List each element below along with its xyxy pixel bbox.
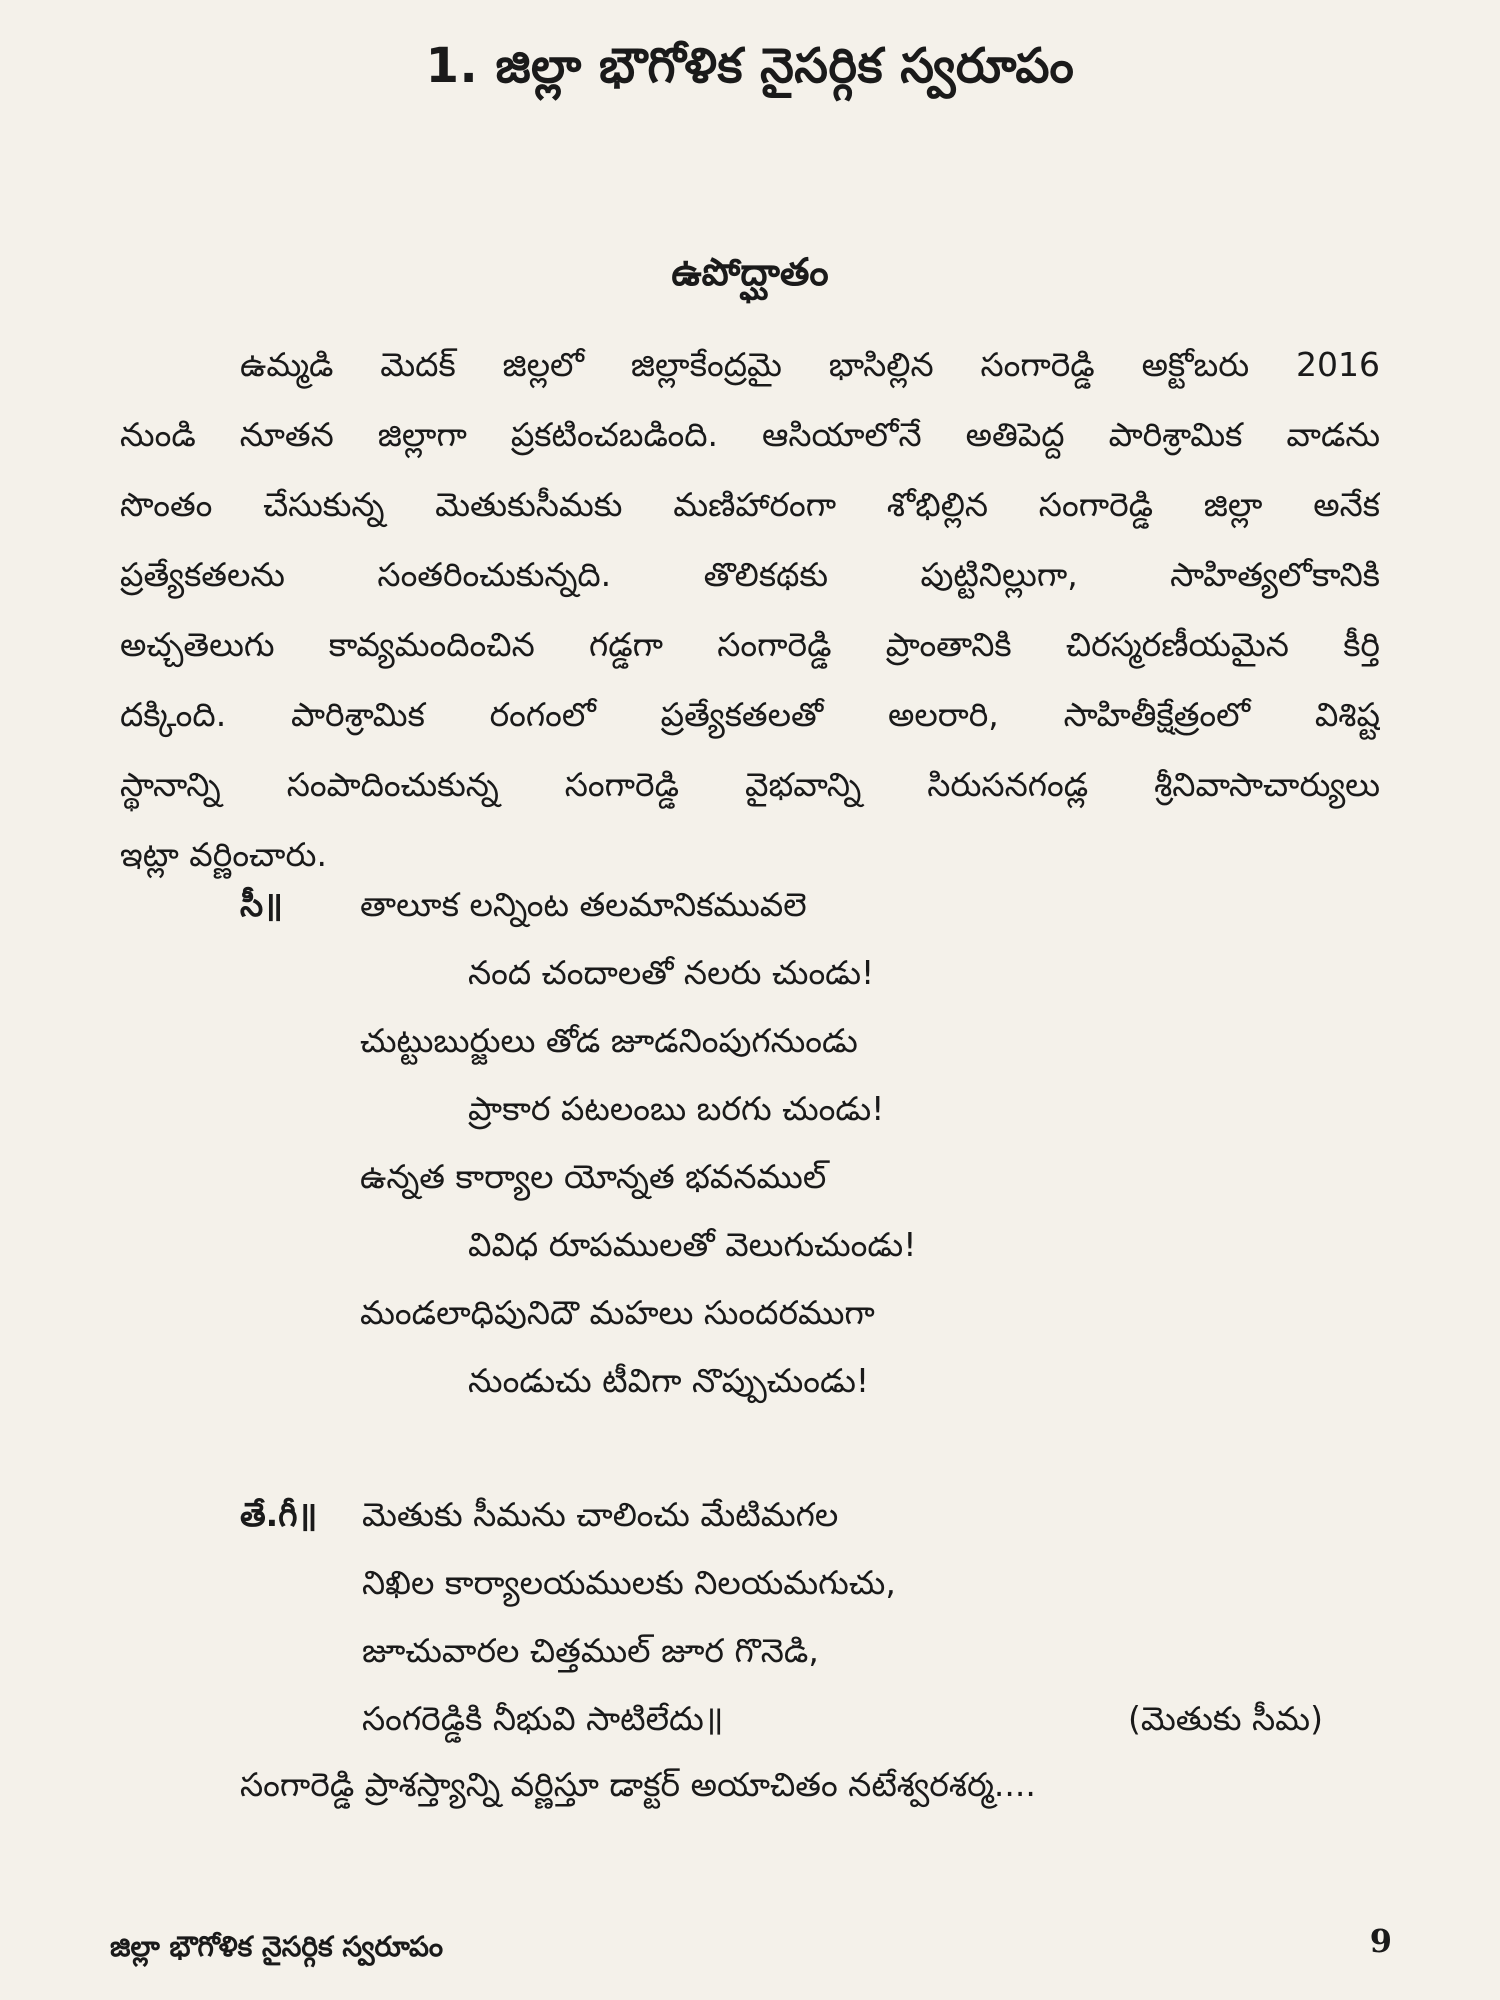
page-number: 9 (1369, 1922, 1392, 1960)
verse-line: ఉన్నత కార్యాల యోన్నత భవనముల్ (360, 1157, 827, 1196)
verse-line: చుట్టుబుర్జులు తోడ జూడనింపుగనుండు (360, 1021, 858, 1060)
poem-meter-label: సీ॥ (240, 885, 283, 924)
paragraph-line: ప్రత్యేకతలను సంతరించుకున్నది. తొలికథకు పుట్టినిల్లుగా, సాహిత్యలోకానికి (120, 555, 1380, 594)
poem-meter-label: తే.గీ॥ (240, 1495, 318, 1534)
verse-line: నిఖిల కార్యాలయములకు నిలయమగుచు, (362, 1563, 896, 1602)
paragraph-line: నుండి నూతన జిల్లాగా ప్రకటించబడింది. ఆసియాలోనే అతిపెద్ద పారిశ్రామిక వాడను (120, 415, 1380, 454)
verse-line: మెతుకు సీమను చాలించు మేటిమగల (362, 1495, 839, 1534)
section-subtitle: ఉపోద్ఘాతం (671, 250, 829, 294)
poem-source: (మెతుకు సీమ) (1128, 1699, 1323, 1738)
verse-line: వివిధ రూపములతో వెలుగుచుండు! (468, 1225, 917, 1264)
running-footer: జిల్లా భౌగోళిక నైసర్గిక స్వరూపం (110, 1930, 444, 1963)
paragraph-line: ఉమ్మడి మెదక్ జిల్లలో జిల్లాకేంద్రమై భాసిల్లిన సంగారెడ్డి అక్టోబరు 2016 (240, 345, 1380, 384)
closing-line: సంగారెడ్డి ప్రాశస్త్యాన్ని వర్ణిస్తూ డాక్టర్ అయాచితం నటేశ్వరశర్మ.... (240, 1765, 1036, 1804)
verse-line: జూచువారల చిత్తముల్ జూర గొనెడి, (362, 1631, 819, 1670)
paragraph-line: స్థానాన్ని సంపాదించుకున్న సంగారెడ్డి వైభవాన్ని సిరుసనగండ్ల శ్రీనివాసాచార్యులు (120, 765, 1380, 804)
paragraph-line: అచ్చతెలుగు కావ్యమందించిన గడ్డగా సంగారెడ్డి ప్రాంతానికి చిరస్మరణీయమైన కీర్తి (120, 625, 1380, 664)
paragraph-line: దక్కింది. పారిశ్రామిక రంగంలో ప్రత్యేకతలతో అలరారి, సాహితీక్షేత్రంలో విశిష్ట (120, 695, 1380, 734)
verse-line: సంగరెడ్డికి నీభువి సాటిలేదు॥ (362, 1699, 724, 1738)
chapter-title: 1. జిల్లా భౌగోళిక నైసర్గిక స్వరూపం (425, 38, 1075, 94)
paragraph-line: సొంతం చేసుకున్న మెతుకుసీమకు మణిహారంగా శోభిల్లిన సంగారెడ్డి జిల్లా అనేక (120, 485, 1380, 524)
verse-line: నంద చందాలతో నలరు చుండు! (468, 953, 875, 992)
verse-line: ప్రాకార పటలంబు బరగు చుండు! (468, 1089, 885, 1128)
intro-paragraph (120, 330, 1380, 890)
verse-line: నుండుచు టీవిగా నొప్పుచుండు! (468, 1361, 870, 1400)
paragraph-line: ఇట్లా వర్ణించారు. (120, 835, 327, 874)
verse-line: తాలూక లన్నింట తలమానికమువలె (360, 885, 807, 924)
verse-line: మండలాధిపునిదౌ మహలు సుందరముగా (360, 1293, 875, 1332)
